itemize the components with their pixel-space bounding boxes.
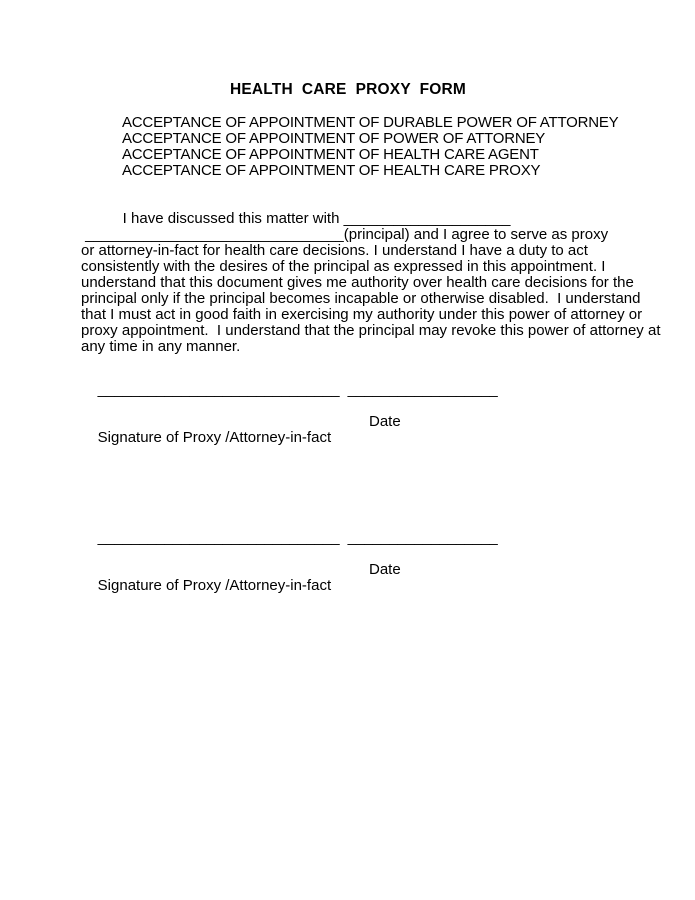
signature-block — [81, 514, 615, 626]
body-paragraph — [81, 210, 661, 355]
date-label: Date — [369, 561, 401, 578]
signature-lines-row — [81, 514, 615, 562]
date-blank-line: __________________ — [347, 381, 498, 398]
paragraph-line: any time in any manner. — [81, 338, 241, 355]
paragraph-line: consistently with the desires of the principal as expressed in this appointment. I — [81, 258, 606, 275]
paragraph-line: that I must act in good faith in exercising my authority under this power of attorney or — [81, 306, 643, 323]
acceptance-line: ACCEPTANCE OF APPOINTMENT OF HEALTH CARE PROXY — [122, 162, 541, 179]
signature-blank-line: _____________________________ — [97, 529, 340, 546]
page-title: HEALTH CARE PROXY FORM — [229, 81, 467, 98]
paragraph-line: _______________________________(principal) and I agree to serve as proxy — [81, 226, 609, 243]
signature-labels-row — [81, 414, 615, 478]
acceptance-line: ACCEPTANCE OF APPOINTMENT OF HEALTH CARE AGENT — [122, 146, 539, 163]
paragraph-line: I have discussed this matter with ____________________ — [81, 210, 511, 227]
paragraph-line: understand that this document gives me authority over health care decisions for the — [81, 274, 634, 291]
acceptance-line: ACCEPTANCE OF APPOINTMENT OF DURABLE POWER OF ATTORNEY — [122, 114, 619, 131]
paragraph-line: principal only if the principal becomes incapable or otherwise disabled. I understand — [81, 290, 641, 307]
signature-labels-row — [81, 562, 615, 626]
acceptance-line: ACCEPTANCE OF APPOINTMENT OF POWER OF ATTORNEY — [122, 130, 546, 147]
signature-blank-line: _____________________________ — [97, 381, 340, 398]
date-blank-line: __________________ — [347, 529, 498, 546]
signature-lines-row — [81, 366, 615, 414]
acceptance-block — [122, 114, 619, 179]
paragraph-line: or attorney-in-fact for health care decisions. I understand I have a duty to act — [81, 242, 588, 259]
signature-label: Signature of Proxy /Attorney-in-fact — [97, 577, 332, 594]
signature-label: Signature of Proxy /Attorney-in-fact — [97, 429, 332, 446]
date-label: Date — [369, 413, 401, 430]
paragraph-line: proxy appointment. I understand that the principal may revoke this power of attorney at — [81, 322, 661, 339]
signature-block — [81, 366, 615, 478]
